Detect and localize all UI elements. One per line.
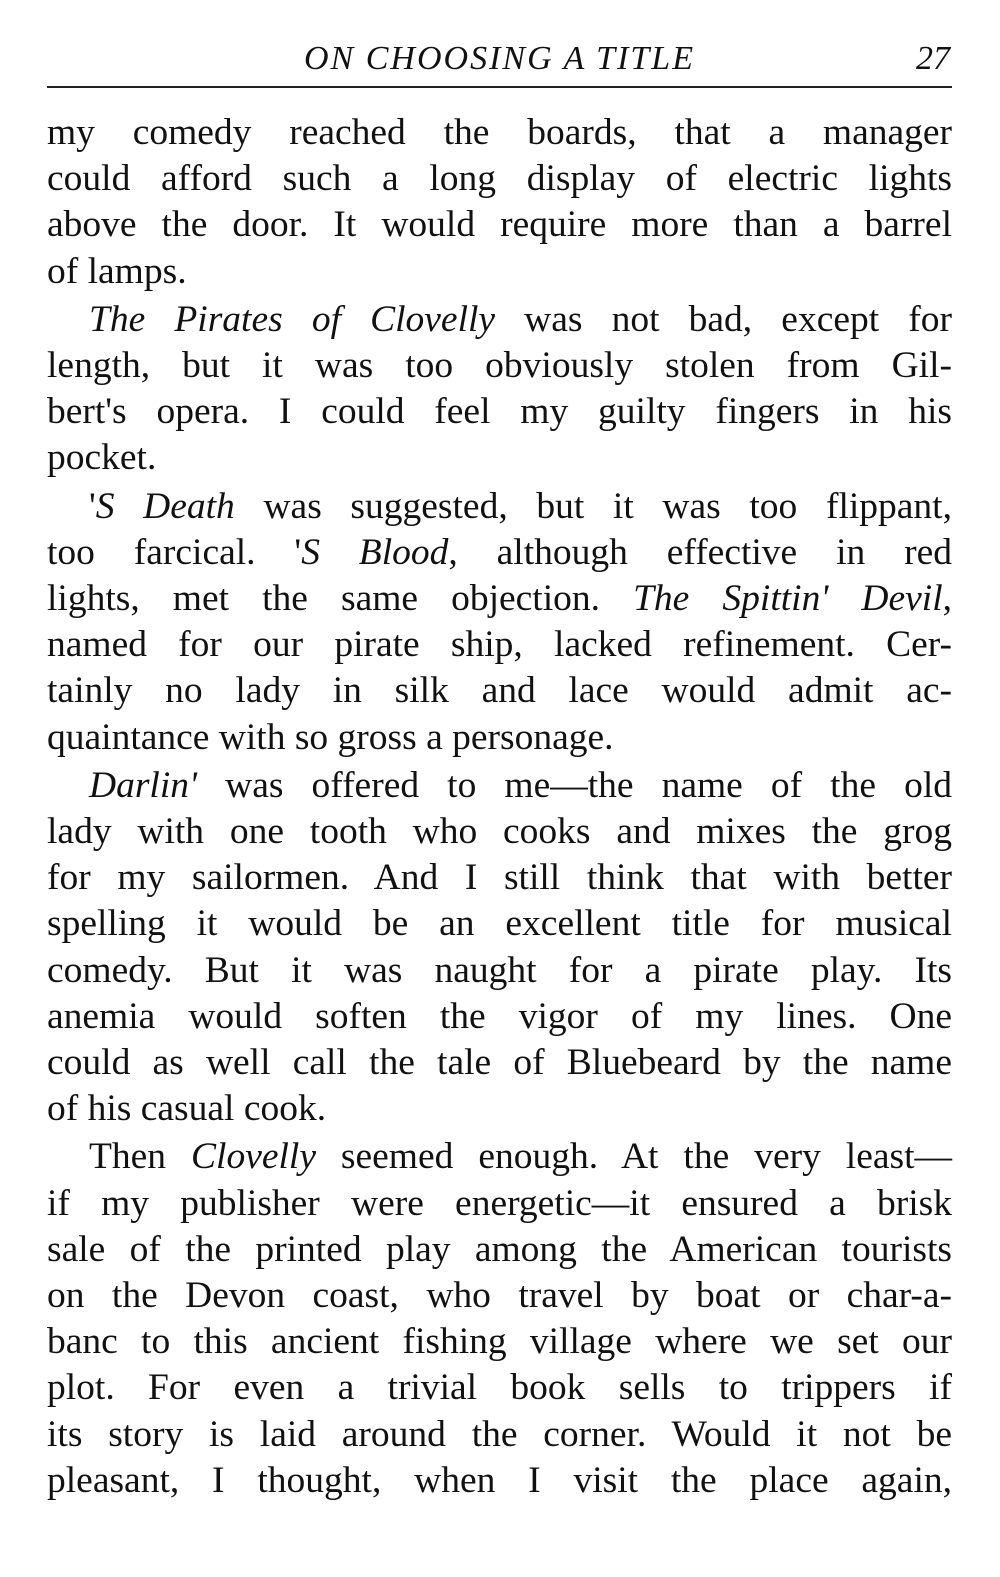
title-emphasis: Clovelly	[191, 1136, 316, 1178]
text-line: sale of the printed play among the American tourists	[47, 1228, 952, 1270]
text-line: could afford such a long display of electric lights	[47, 158, 952, 200]
paragraph-4	[47, 763, 952, 1133]
title-emphasis: The Pirates of Clovelly	[89, 298, 496, 340]
text-line: could as well call the tale of Bluebeard by the name	[47, 1042, 952, 1084]
text-line: for my sailormen. And I still think that with better	[47, 857, 952, 899]
text-line: of lamps.	[47, 250, 187, 292]
text-line: quaintance with so gross a personage.	[47, 716, 614, 758]
text-line: Darlin' was offered to me—the name of the old	[89, 764, 952, 806]
text-line: my comedy reached the boards, that a manager	[47, 112, 952, 153]
book-page	[47, 38, 952, 1504]
paragraph-1	[47, 110, 952, 295]
text-line: lights, met the same objection. The Spittin' Devil,	[47, 578, 952, 620]
text-line: plot. For even a trivial book sells to trippers if	[47, 1367, 952, 1409]
text-line: tainly no lady in silk and lace would admit ac-	[47, 670, 952, 712]
running-title: ON CHOOSING A TITLE	[304, 40, 695, 77]
text-line: Then Clovelly seemed enough. At the very least—	[89, 1136, 952, 1178]
text-line: pleasant, I thought, when I visit the place again,	[47, 1459, 952, 1501]
text-line: lady with one tooth who cooks and mixes the grog	[47, 811, 952, 853]
paragraph-2	[47, 297, 952, 482]
text-line: spelling it would be an excellent title for musical	[47, 903, 952, 945]
text-line: bert's opera. I could feel my guilty fingers in his	[47, 391, 952, 433]
text-line: too farcical. 'S Blood, although effective in red	[47, 531, 952, 573]
text-line: anemia would soften the vigor of my lines. One	[47, 995, 952, 1037]
text-line: The Pirates of Clovelly was not bad, except for	[89, 298, 952, 340]
text-line: named for our pirate ship, lacked refinement. Cer-	[47, 624, 952, 666]
text-line: above the door. It would require more than a barrel	[47, 204, 952, 246]
text-line: comedy. But it was naught for a pirate play. Its	[47, 949, 952, 991]
text-line: length, but it was too obviously stolen from Gil-	[47, 345, 952, 387]
page-number: 27	[916, 40, 950, 77]
title-emphasis: S Blood	[301, 531, 449, 573]
text-line: pocket.	[47, 437, 157, 479]
text-line: on the Devon coast, who travel by boat or char-a-	[47, 1275, 952, 1317]
text-line: 'S Death was suggested, but it was too flippant,	[89, 485, 952, 527]
title-emphasis: The Spittin' Devil	[633, 578, 943, 620]
text-line: its story is laid around the corner. Would it not be	[47, 1413, 952, 1455]
paragraph-5	[47, 1134, 952, 1504]
body-text	[47, 110, 952, 1504]
title-emphasis: S Death	[95, 485, 235, 527]
text-line: if my publisher were energetic—it ensured a brisk	[47, 1182, 952, 1224]
text-line: banc to this ancient fishing village where we set our	[47, 1321, 952, 1363]
title-emphasis: Darlin'	[89, 764, 198, 806]
paragraph-3	[47, 484, 952, 761]
running-head	[47, 38, 952, 88]
text-line: of his casual cook.	[47, 1088, 327, 1130]
